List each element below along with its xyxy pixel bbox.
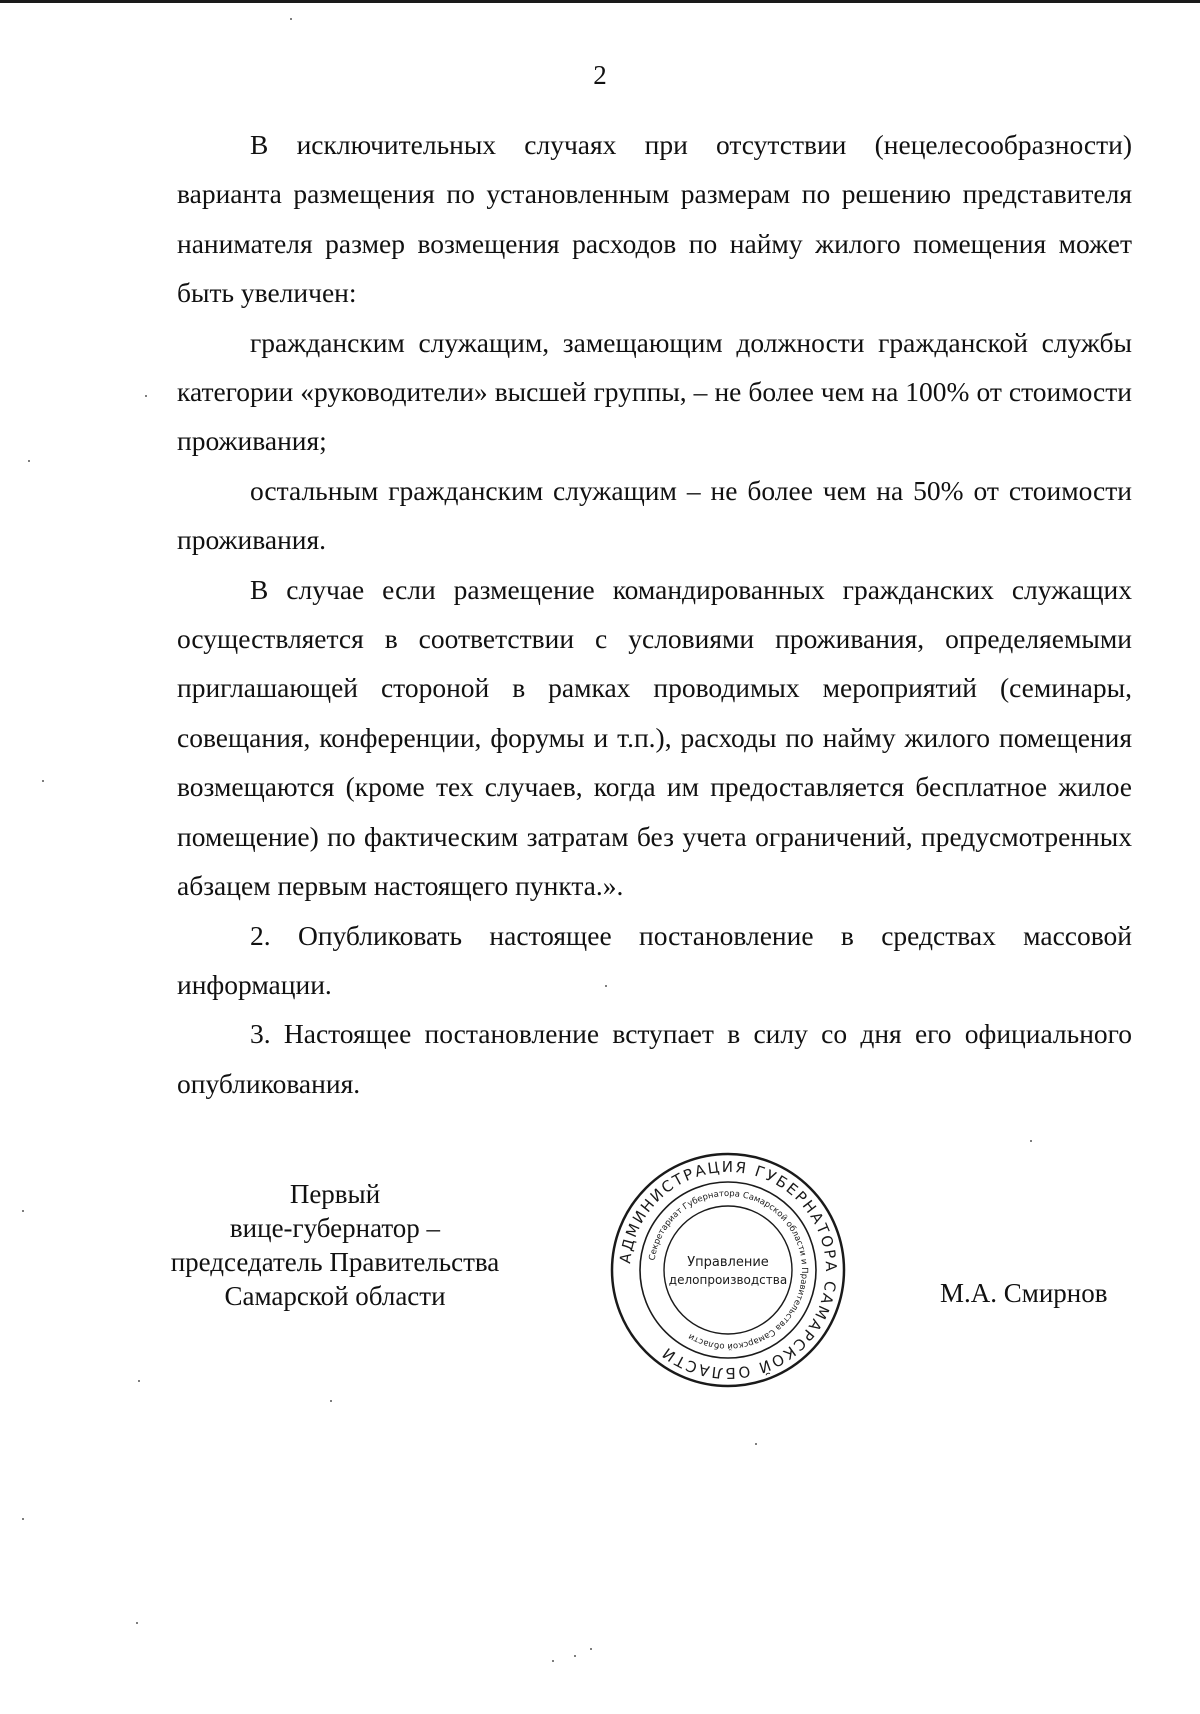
scan-dust	[755, 1443, 757, 1445]
scan-dust	[136, 1622, 138, 1624]
signatory-position-line: вице-губернатор –	[229, 1213, 441, 1243]
signatory-name: М.А. Смирнов	[940, 1278, 1108, 1308]
paragraph-other-staff-limit: остальным гражданским служащим – не более чем на 50% от стоимости проживания.	[177, 474, 1132, 556]
seal-center-line-1: Управление	[687, 1255, 769, 1270]
paragraph-managers-limit: гражданским служащим, замещающим должности гражданской службы категории «руководители» высшей группы, – не более чем на 100% от стоимости проживания;	[177, 326, 1132, 457]
scan-dust	[290, 18, 292, 20]
signatory-position-line: Самарской области	[224, 1281, 446, 1311]
scan-dust	[590, 1648, 592, 1650]
scan-dust	[42, 780, 44, 782]
scan-dust	[1030, 1140, 1032, 1142]
seal-outer-text-path: АДМИНИСТРАЦИЯ ГУБЕРНАТОРА САМАРСКОЙ ОБЛАСТИ	[616, 1157, 841, 1383]
paragraph-exceptional-cases: В исключительных случаях при отсутствии (нецелесообразности) варианта размещения по установленным размерам по решению представителя нанимателя размер возмещения расходов по найму жилого помещения может быть увеличен:	[177, 129, 1132, 309]
seal-inner-ring-text-path: Секретариат Губернатора Самарской области и Правительства Самарской области	[647, 1188, 810, 1352]
scan-dust	[22, 1210, 24, 1212]
seal-center-line-2: делопроизводства	[668, 1273, 788, 1287]
document-body	[177, 120, 1132, 1108]
paragraph-effective-date: 3. Настоящее постановление вступает в силу со дня его официального опубликования.	[177, 1018, 1132, 1099]
scan-dust	[22, 1518, 24, 1520]
seal-inner-circle	[664, 1206, 792, 1334]
seal-inner-ring-text	[648, 1189, 809, 1351]
top-border-line	[0, 0, 1200, 3]
scan-dust	[605, 985, 607, 987]
scan-dust	[138, 1380, 140, 1382]
official-seal-stamp	[608, 1150, 848, 1390]
scan-dust	[28, 460, 30, 462]
scan-dust	[552, 1660, 554, 1662]
scan-dust	[574, 1655, 576, 1657]
paragraph-hosted-accommodation: В случае если размещение командированных гражданских служащих осуществляется в соответствии с условиями проживания, определяемыми приглашающей стороной в рамках проводимых мероприятий (семинары, совещания, конференции, форумы и т.п.), расходы по найму жилого помещения возмещаются (кроме тех случаев, когда им предоставляется бесплатное жилое помещение) по фактическим затратам без учета ограничений, предусмотренных абзацем первым настоящего пункта.».	[177, 573, 1132, 902]
scan-dust	[330, 1400, 332, 1402]
scan-dust	[145, 395, 147, 397]
page-number: 2	[593, 60, 607, 90]
seal-middle-circle	[640, 1182, 816, 1358]
seal-outer-circle	[612, 1154, 844, 1386]
signatory-position-line: председатель Правительства	[170, 1247, 500, 1277]
signatory-position-line: Первый	[289, 1179, 381, 1209]
signatory-position	[140, 1177, 530, 1313]
paragraph-publish-clause: 2. Опубликовать настоящее постановление в средствах массовой информации.	[177, 919, 1132, 1000]
